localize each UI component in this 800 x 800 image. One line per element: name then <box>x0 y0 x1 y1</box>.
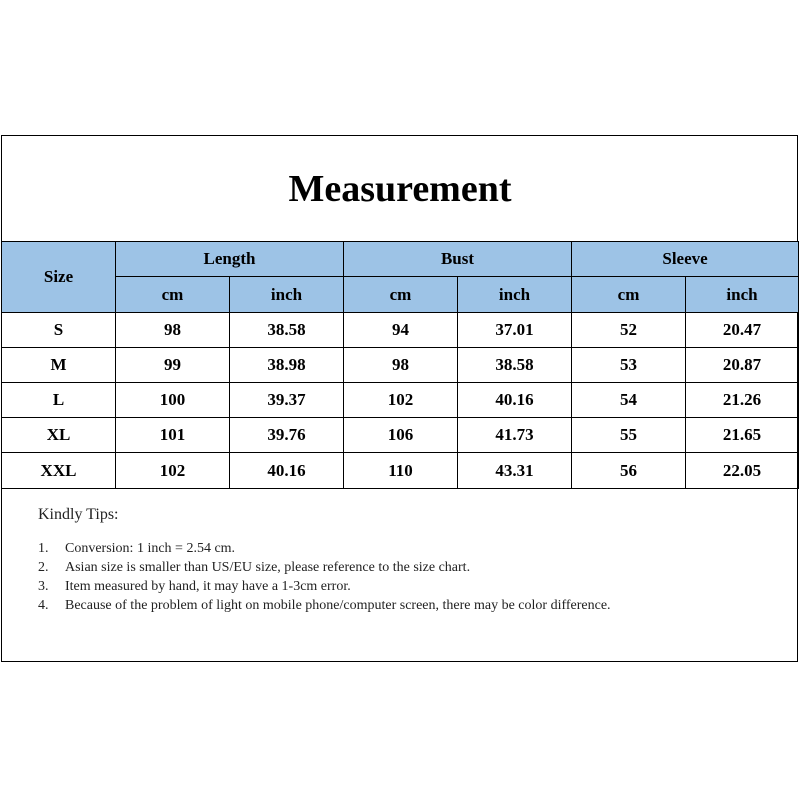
page-title: Measurement <box>288 168 512 210</box>
size-label: L <box>2 383 116 418</box>
table-cell: 101 <box>116 418 230 453</box>
size-label: S <box>2 313 116 348</box>
table-cell: 38.58 <box>458 348 572 383</box>
table-row <box>2 418 799 453</box>
list-item <box>38 539 738 558</box>
table-row <box>2 348 799 383</box>
table-cell: 43.31 <box>458 453 572 489</box>
table-cell: 38.58 <box>230 313 344 348</box>
sleeve-group-header: Sleeve <box>572 242 799 277</box>
table-cell: 21.26 <box>686 383 799 418</box>
table-cell: 102 <box>116 453 230 489</box>
table-cell: 39.76 <box>230 418 344 453</box>
size-column-header: Size <box>2 242 116 313</box>
list-item-text: Because of the problem of light on mobile phone/computer screen, there may be color difference. <box>65 598 611 613</box>
table-cell: 100 <box>116 383 230 418</box>
size-label: XXL <box>2 453 116 489</box>
list-item-text: Item measured by hand, it may have a 1-3cm error. <box>65 579 351 594</box>
size-label: XL <box>2 418 116 453</box>
unit-header: inch <box>458 277 572 313</box>
table-cell: 37.01 <box>458 313 572 348</box>
unit-header: inch <box>686 277 799 313</box>
length-group-header: Length <box>116 242 344 277</box>
table-cell: 110 <box>344 453 458 489</box>
table-header-row <box>2 242 799 277</box>
table-row <box>2 383 799 418</box>
list-item-number: 4. <box>38 598 49 613</box>
table-cell: 98 <box>116 313 230 348</box>
list-item-text: Conversion: 1 inch = 2.54 cm. <box>65 541 236 556</box>
table-unit-row <box>2 277 799 313</box>
unit-header: cm <box>116 277 230 313</box>
table-cell: 20.87 <box>686 348 799 383</box>
table-row <box>2 313 799 348</box>
size-label: M <box>2 348 116 383</box>
size-table <box>1 241 799 489</box>
table-row <box>2 453 799 489</box>
table-cell: 22.05 <box>686 453 799 489</box>
table-cell: 56 <box>572 453 686 489</box>
list-item-text: Asian size is smaller than US/EU size, please reference to the size chart. <box>65 560 471 575</box>
tips-list <box>38 539 738 615</box>
unit-header: inch <box>230 277 344 313</box>
table-cell: 102 <box>344 383 458 418</box>
table-cell: 20.47 <box>686 313 799 348</box>
table-cell: 40.16 <box>458 383 572 418</box>
list-item-number: 2. <box>38 560 49 575</box>
table-cell: 21.65 <box>686 418 799 453</box>
tips-section <box>38 505 738 615</box>
table-cell: 38.98 <box>230 348 344 383</box>
unit-header: cm <box>344 277 458 313</box>
table-cell: 98 <box>344 348 458 383</box>
table-cell: 40.16 <box>230 453 344 489</box>
list-item-number: 1. <box>38 541 49 556</box>
bust-group-header: Bust <box>344 242 572 277</box>
table-cell: 99 <box>116 348 230 383</box>
list-item <box>38 596 738 615</box>
list-item <box>38 577 738 596</box>
unit-header: cm <box>572 277 686 313</box>
table-cell: 94 <box>344 313 458 348</box>
tips-title: Kindly Tips: <box>38 506 119 523</box>
table-cell: 52 <box>572 313 686 348</box>
table-cell: 53 <box>572 348 686 383</box>
table-cell: 106 <box>344 418 458 453</box>
list-item-number: 3. <box>38 579 49 594</box>
table-cell: 55 <box>572 418 686 453</box>
table-cell: 54 <box>572 383 686 418</box>
table-cell: 39.37 <box>230 383 344 418</box>
list-item <box>38 558 738 577</box>
table-cell: 41.73 <box>458 418 572 453</box>
